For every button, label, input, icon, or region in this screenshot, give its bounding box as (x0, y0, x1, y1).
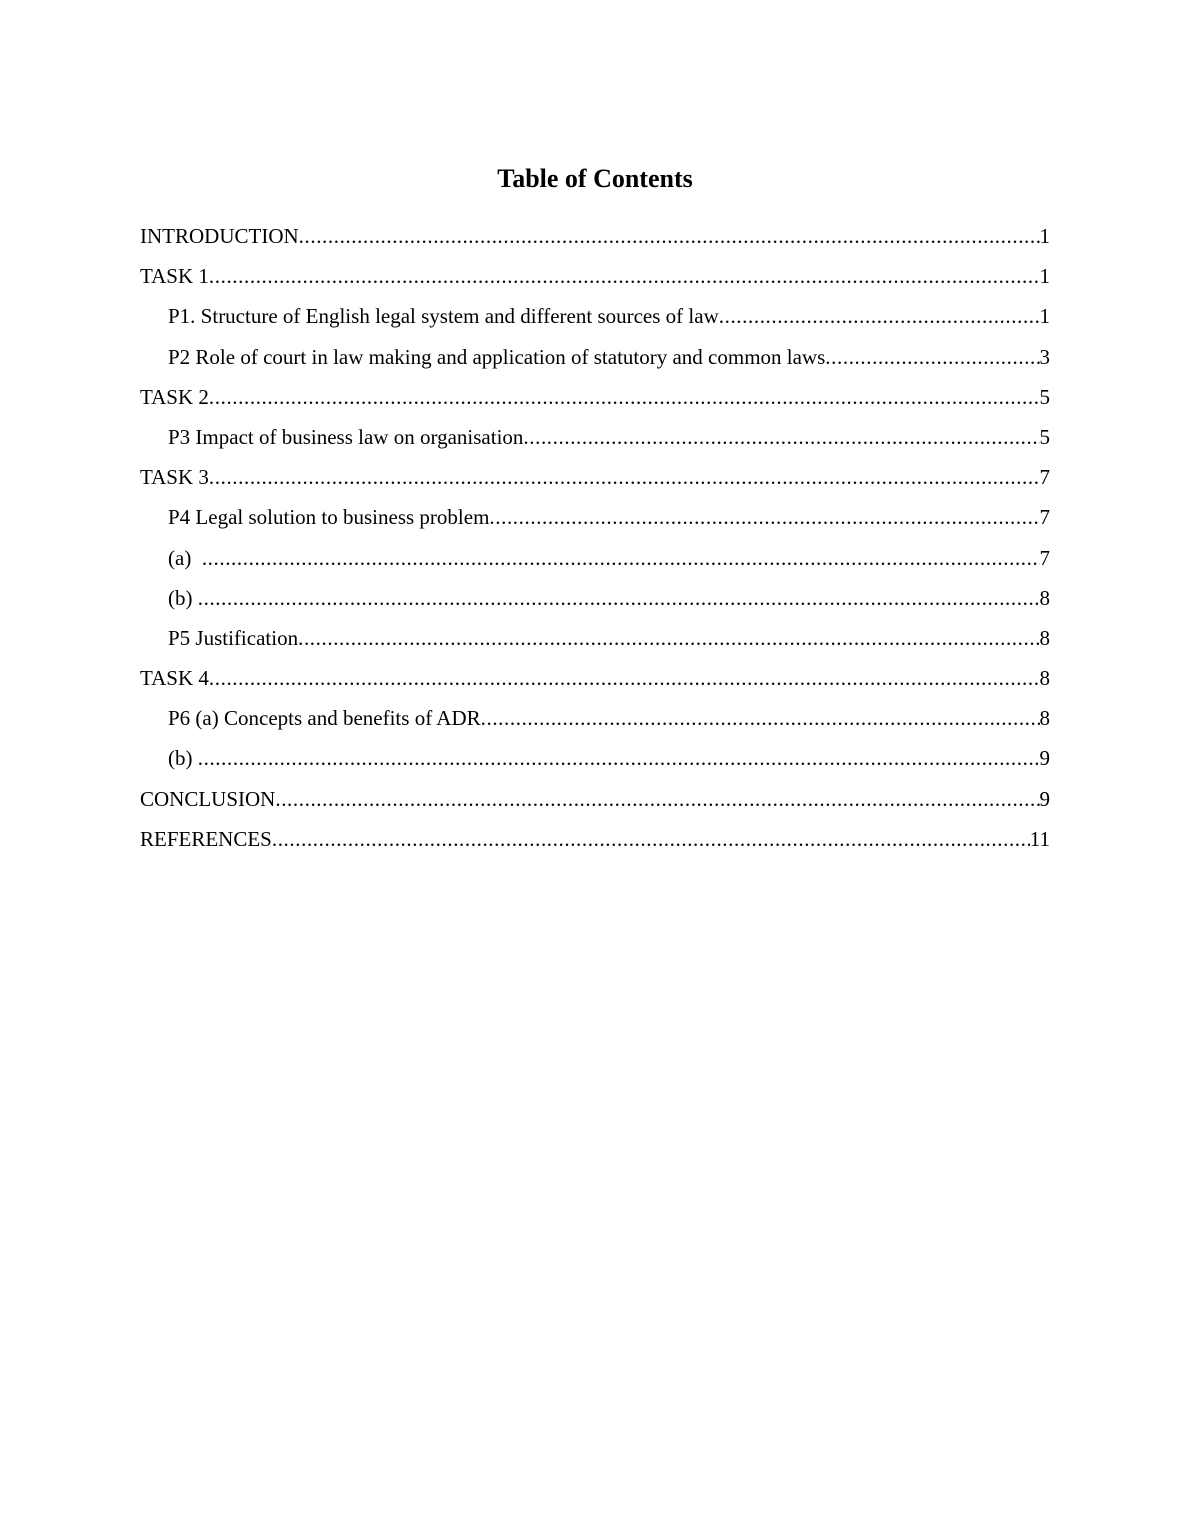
toc-entry-p6-a[interactable] (140, 703, 1050, 743)
toc-page-number: 8 (1039, 625, 1050, 650)
toc-entry-label: TASK 4 (140, 663, 209, 693)
toc-page-number: 8 (1039, 585, 1050, 610)
dot-leader (209, 261, 1040, 291)
toc-entry-p5[interactable] (140, 623, 1050, 663)
toc-page-number: 9 (1039, 786, 1050, 811)
toc-page-number: 8 (1039, 666, 1050, 691)
toc-page-number: 1 (1039, 224, 1050, 248)
toc-entry-label: INTRODUCTION (140, 221, 299, 251)
toc-entry-p4[interactable] (140, 502, 1050, 542)
toc-entry-conclusion[interactable] (140, 784, 1050, 824)
toc-entry-p4-b[interactable] (140, 583, 1050, 623)
toc-entry-label: P1. Structure of English legal system and different sources of law (168, 301, 719, 331)
dot-leader (198, 583, 1040, 613)
toc-entry-p2[interactable] (140, 342, 1050, 382)
dot-leader (825, 342, 1039, 372)
dot-leader (523, 422, 1039, 452)
dot-leader (209, 382, 1040, 412)
dot-leader (299, 221, 1040, 251)
toc-entry-label: P6 (a) Concepts and benefits of ADR (168, 703, 481, 733)
toc-entry-label: P4 Legal solution to business problem (168, 502, 489, 532)
toc-page-number: 7 (1039, 465, 1050, 490)
toc-page-number: 7 (1039, 545, 1050, 570)
toc-entry-task-3[interactable] (140, 462, 1050, 502)
toc-entry-label: (b) (168, 583, 198, 613)
toc-entry-label: CONCLUSION (140, 784, 275, 814)
toc-page-number: 3 (1039, 344, 1050, 369)
toc-entry-p1[interactable] (140, 301, 1050, 341)
dot-leader (275, 784, 1039, 814)
toc-entry-p4-a[interactable] (140, 543, 1050, 583)
dot-leader (481, 703, 1040, 733)
toc-entry-label: P2 Role of court in law making and application of statutory and common laws (168, 342, 825, 372)
toc-entry-label: REFERENCES (140, 824, 272, 854)
toc-page-number: 5 (1039, 424, 1050, 449)
toc-page-number: 11 (1029, 826, 1050, 851)
toc-title: Table of Contents (497, 164, 693, 193)
toc-entry-label: TASK 1 (140, 261, 209, 291)
toc-entry-task-2[interactable] (140, 382, 1050, 422)
toc-page-number: 5 (1039, 384, 1050, 409)
toc-page-number: 7 (1039, 505, 1050, 530)
dot-leader (489, 502, 1039, 532)
toc-entry-p3[interactable] (140, 422, 1050, 462)
dot-leader (298, 623, 1039, 653)
toc-page-number: 8 (1039, 706, 1050, 731)
toc-page-number: 9 (1039, 746, 1050, 771)
dot-leader (198, 743, 1040, 773)
toc-entry-references[interactable] (140, 824, 1050, 864)
toc-entry-label: P5 Justification (168, 623, 298, 653)
toc-page-number: 1 (1039, 304, 1050, 329)
dot-leader (209, 663, 1040, 693)
toc-entry-task-4[interactable] (140, 663, 1050, 703)
dot-leader (202, 543, 1040, 573)
dot-leader (272, 824, 1030, 854)
toc-entry-label: P3 Impact of business law on organisation (168, 422, 523, 452)
toc-entry-label: TASK 3 (140, 462, 209, 492)
toc-entry-label: TASK 2 (140, 382, 209, 412)
toc-entry-label: (b) (168, 743, 198, 773)
toc-page-number: 1 (1039, 264, 1050, 289)
table-of-contents (140, 221, 1050, 864)
dot-leader (719, 301, 1040, 331)
toc-entry-introduction[interactable] (140, 221, 1050, 261)
toc-entry-task-1[interactable] (140, 261, 1050, 301)
toc-entry-label: (a) (168, 543, 202, 573)
toc-entry-p6-b[interactable] (140, 743, 1050, 783)
dot-leader (209, 462, 1040, 492)
